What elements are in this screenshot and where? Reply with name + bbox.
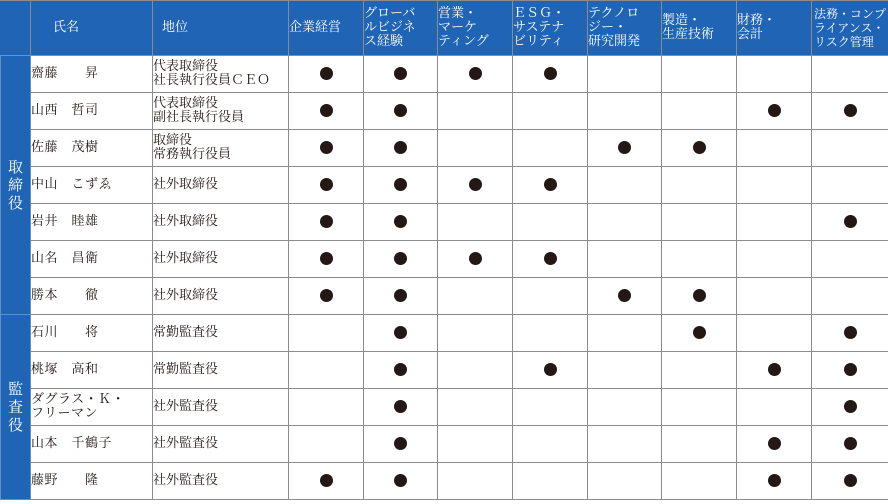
- skill-cell: [737, 426, 812, 463]
- skill-cell: [662, 426, 737, 463]
- skill-cell: [289, 130, 364, 167]
- skill-cell: [812, 463, 888, 500]
- skill-cell: [737, 389, 812, 426]
- skill-cell: [662, 278, 737, 315]
- skill-dot-icon: [320, 289, 333, 302]
- skill-dot-icon: [394, 215, 407, 228]
- skill-cell: [588, 463, 662, 500]
- member-position: 社外取締役: [153, 278, 289, 315]
- skill-cell: [438, 56, 513, 93]
- skill-dot-icon: [320, 141, 333, 154]
- skill-cell: [513, 278, 588, 315]
- skill-cell: [588, 389, 662, 426]
- skill-cell: [588, 93, 662, 130]
- skill-dot-icon: [844, 326, 857, 339]
- group-label-text: 取締役: [7, 158, 23, 212]
- skill-dot-icon: [693, 141, 706, 154]
- skill-cell: [588, 241, 662, 278]
- skill-cell: [513, 389, 588, 426]
- skill-cell: [513, 352, 588, 389]
- skill-cell: [289, 463, 364, 500]
- skill-dot-icon: [693, 289, 706, 302]
- skill-cell: [737, 315, 812, 352]
- header-row: [1, 1, 888, 56]
- skill-cell: [513, 241, 588, 278]
- skill-cell: [812, 426, 888, 463]
- header-skill-management: 企業経営: [289, 1, 364, 56]
- skill-cell: [737, 93, 812, 130]
- skill-cell: [364, 426, 438, 463]
- member-name: ダグラス・Ｋ・ フリーマン: [31, 389, 153, 426]
- header-skill-technology-rd: テクノロ ジー・ 研究開発: [588, 1, 662, 56]
- skill-cell: [438, 426, 513, 463]
- skill-cell: [737, 56, 812, 93]
- skill-dot-icon: [394, 141, 407, 154]
- skill-cell: [662, 463, 737, 500]
- skill-cell: [364, 93, 438, 130]
- skill-cell: [438, 130, 513, 167]
- skill-dot-icon: [768, 474, 781, 487]
- member-name: 岩井 睦雄: [31, 204, 153, 241]
- skill-cell: [588, 204, 662, 241]
- skill-dot-icon: [394, 326, 407, 339]
- skill-dot-icon: [469, 178, 482, 191]
- skill-cell: [588, 278, 662, 315]
- skill-cell: [513, 93, 588, 130]
- skill-dot-icon: [394, 67, 407, 80]
- member-name: 山本 千鶴子: [31, 426, 153, 463]
- skill-dot-icon: [844, 474, 857, 487]
- skill-cell: [812, 204, 888, 241]
- header-corner: [1, 1, 31, 56]
- group-label-directors: [1, 56, 31, 315]
- skill-dot-icon: [394, 289, 407, 302]
- skill-dot-icon: [394, 104, 407, 117]
- header-skill-global-business: グローバ ルビジネ ス経験: [364, 1, 438, 56]
- member-position: 社外監査役: [153, 426, 289, 463]
- skill-dot-icon: [544, 67, 557, 80]
- member-name: 桃塚 高和: [31, 352, 153, 389]
- skill-cell: [662, 93, 737, 130]
- skill-cell: [289, 315, 364, 352]
- skill-dot-icon: [844, 215, 857, 228]
- matrix-body: [1, 56, 888, 500]
- table-row: [1, 204, 888, 241]
- skill-dot-icon: [768, 363, 781, 376]
- member-position: 社外監査役: [153, 463, 289, 500]
- skill-dot-icon: [544, 178, 557, 191]
- table-row: [1, 241, 888, 278]
- skill-dot-icon: [618, 141, 631, 154]
- skill-cell: [662, 241, 737, 278]
- table-row: [1, 130, 888, 167]
- skill-dot-icon: [844, 363, 857, 376]
- table-row: [1, 56, 888, 93]
- table-row: [1, 352, 888, 389]
- skill-dot-icon: [469, 67, 482, 80]
- member-position: 常勤監査役: [153, 352, 289, 389]
- member-name: 勝本 徹: [31, 278, 153, 315]
- skill-cell: [812, 352, 888, 389]
- member-name: 石川 将: [31, 315, 153, 352]
- member-name: 中山 こずゑ: [31, 167, 153, 204]
- skill-cell: [588, 130, 662, 167]
- member-position: 代表取締役 副社長執行役員: [153, 93, 289, 130]
- skill-cell: [438, 167, 513, 204]
- skill-dot-icon: [844, 437, 857, 450]
- skill-cell: [289, 426, 364, 463]
- skill-cell: [364, 463, 438, 500]
- table-row: [1, 389, 888, 426]
- skill-cell: [289, 389, 364, 426]
- skill-cell: [438, 463, 513, 500]
- header-skill-manufacturing: 製造・ 生産技術: [662, 1, 737, 56]
- header-skill-sales-marketing: 営業・ マーケ ティング: [438, 1, 513, 56]
- skill-cell: [812, 389, 888, 426]
- skill-dot-icon: [469, 252, 482, 265]
- skill-cell: [289, 352, 364, 389]
- skill-cell: [289, 278, 364, 315]
- skill-cell: [588, 315, 662, 352]
- header-name: 氏名: [31, 1, 153, 56]
- skill-cell: [438, 315, 513, 352]
- skill-cell: [438, 241, 513, 278]
- skill-cell: [737, 278, 812, 315]
- skill-dot-icon: [320, 215, 333, 228]
- skill-cell: [737, 204, 812, 241]
- skill-dot-icon: [693, 326, 706, 339]
- skill-cell: [513, 204, 588, 241]
- skill-cell: [364, 315, 438, 352]
- skill-cell: [737, 167, 812, 204]
- skill-cell: [662, 389, 737, 426]
- skill-cell: [513, 315, 588, 352]
- skill-dot-icon: [394, 252, 407, 265]
- skill-cell: [438, 278, 513, 315]
- skill-dot-icon: [544, 363, 557, 376]
- skill-cell: [289, 167, 364, 204]
- skill-cell: [513, 167, 588, 204]
- member-position: 取締役 常務執行役員: [153, 130, 289, 167]
- group-label-text: 監査役: [7, 380, 23, 434]
- skill-cell: [588, 56, 662, 93]
- skill-cell: [364, 56, 438, 93]
- skill-cell: [289, 93, 364, 130]
- group-label-auditors: [1, 315, 31, 500]
- skill-cell: [812, 167, 888, 204]
- table-row: [1, 93, 888, 130]
- skill-dot-icon: [320, 178, 333, 191]
- table-row: [1, 426, 888, 463]
- skill-cell: [364, 167, 438, 204]
- member-position: 社外監査役: [153, 389, 289, 426]
- skill-cell: [737, 352, 812, 389]
- table-row: [1, 463, 888, 500]
- member-name: 齋藤 昇: [31, 56, 153, 93]
- skill-dot-icon: [320, 474, 333, 487]
- member-name: 佐藤 茂樹: [31, 130, 153, 167]
- skill-cell: [364, 389, 438, 426]
- table-row: [1, 278, 888, 315]
- header-skill-finance: 財務・ 会計: [737, 1, 812, 56]
- member-position: 社外取締役: [153, 167, 289, 204]
- skill-dot-icon: [768, 437, 781, 450]
- skill-dot-icon: [394, 363, 407, 376]
- skill-cell: [662, 130, 737, 167]
- header-skill-legal-compliance: 法務・コンプ ライアンス・ リスク管理: [812, 1, 888, 56]
- member-position: 常勤監査役: [153, 315, 289, 352]
- skill-cell: [812, 241, 888, 278]
- skill-cell: [737, 241, 812, 278]
- skill-dot-icon: [618, 289, 631, 302]
- skill-cell: [588, 352, 662, 389]
- skill-dot-icon: [394, 474, 407, 487]
- skill-cell: [364, 352, 438, 389]
- skill-dot-icon: [320, 252, 333, 265]
- skill-cell: [588, 426, 662, 463]
- member-position: 社外取締役: [153, 241, 289, 278]
- member-name: 山名 昌衛: [31, 241, 153, 278]
- skill-cell: [513, 426, 588, 463]
- skill-cell: [364, 130, 438, 167]
- member-name: 藤野 隆: [31, 463, 153, 500]
- skill-dot-icon: [768, 104, 781, 117]
- skill-cell: [812, 93, 888, 130]
- skill-cell: [289, 241, 364, 278]
- skill-cell: [364, 204, 438, 241]
- header-position: 地位: [153, 1, 289, 56]
- skill-cell: [289, 204, 364, 241]
- skill-cell: [662, 56, 737, 93]
- skill-cell: [438, 389, 513, 426]
- table-row: [1, 167, 888, 204]
- skill-dot-icon: [394, 400, 407, 413]
- skill-dot-icon: [394, 437, 407, 450]
- skill-dot-icon: [844, 400, 857, 413]
- skill-cell: [513, 130, 588, 167]
- skill-cell: [812, 315, 888, 352]
- skill-cell: [364, 241, 438, 278]
- skill-cell: [812, 278, 888, 315]
- skill-cell: [662, 204, 737, 241]
- skill-cell: [812, 56, 888, 93]
- skill-cell: [438, 204, 513, 241]
- skill-cell: [438, 93, 513, 130]
- skill-cell: [662, 352, 737, 389]
- skill-dot-icon: [394, 178, 407, 191]
- skill-cell: [588, 167, 662, 204]
- skill-dot-icon: [844, 104, 857, 117]
- skill-cell: [737, 463, 812, 500]
- header-skill-esg: ＥＳＧ・ サステナ ビリティ: [513, 1, 588, 56]
- skill-dot-icon: [320, 104, 333, 117]
- skill-cell: [662, 315, 737, 352]
- table-row: [1, 315, 888, 352]
- skill-dot-icon: [320, 67, 333, 80]
- skill-cell: [289, 56, 364, 93]
- member-position: 社外取締役: [153, 204, 289, 241]
- skill-cell: [737, 130, 812, 167]
- skill-cell: [812, 130, 888, 167]
- member-position: 代表取締役 社長執行役員ＣＥＯ: [153, 56, 289, 93]
- skill-cell: [513, 463, 588, 500]
- skill-cell: [438, 352, 513, 389]
- skill-cell: [364, 278, 438, 315]
- skill-dot-icon: [544, 252, 557, 265]
- skill-cell: [662, 167, 737, 204]
- member-name: 山西 哲司: [31, 93, 153, 130]
- skill-cell: [513, 56, 588, 93]
